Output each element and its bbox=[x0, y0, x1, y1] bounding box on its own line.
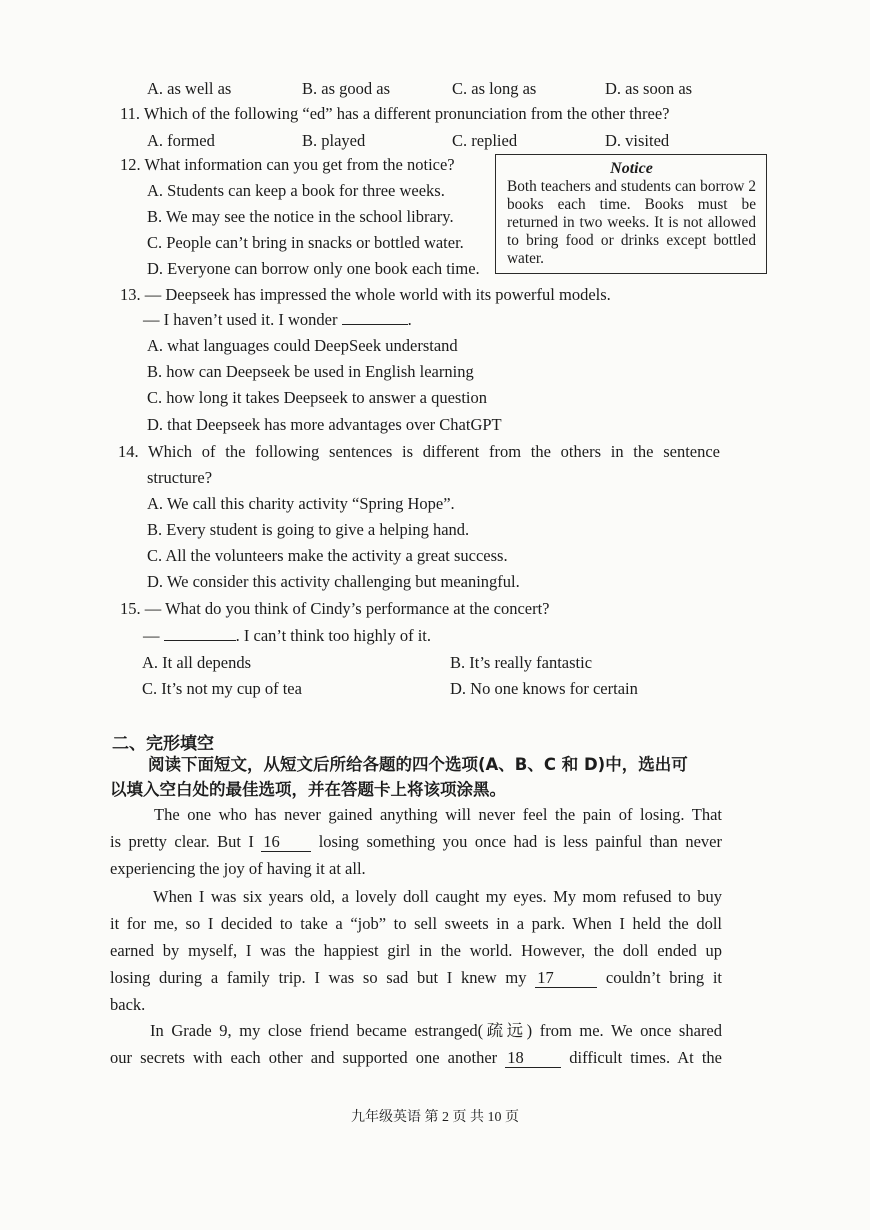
q14-option-b: B. Every student is going to give a helping hand. bbox=[147, 520, 470, 539]
passage-paragraph-3 bbox=[110, 1017, 722, 1071]
passage-line: experiencing the joy of having it at all. bbox=[110, 859, 366, 878]
q13-stem: 13. — Deepseek has impressed the whole world with its powerful models. bbox=[120, 285, 611, 304]
passage-line: The one who has never gained anything will never feel the pain of losing. That bbox=[154, 805, 722, 824]
q13-reply-end: . bbox=[407, 310, 412, 329]
q10-option-a: A. as well as bbox=[147, 79, 232, 98]
notice-body: Both teachers and students can borrow 2 books each time. Books must be returned in two weeks. It is not allowed to bring food or drinks except bottled water. bbox=[507, 178, 756, 267]
q14-option-d: D. We consider this activity challenging but meaningful. bbox=[147, 572, 520, 591]
q12-option-c: C. People can’t bring in snacks or bottled water. bbox=[147, 233, 464, 252]
passage-text: couldn’t bring it bbox=[605, 968, 722, 987]
q13-option-d: D. that Deepseek has more advantages over ChatGPT bbox=[147, 415, 502, 434]
passage-text: losing during a family trip. I was so sad but I knew my bbox=[110, 968, 527, 987]
passage-line bbox=[110, 828, 722, 855]
passage-line: When I was six years old, a lovely doll caught my eyes. My mom refused to buy bbox=[153, 887, 722, 906]
passage-line bbox=[110, 1044, 722, 1071]
q15-answer-blank bbox=[164, 640, 236, 641]
q12-option-a: A. Students can keep a book for three weeks. bbox=[147, 181, 445, 200]
passage-line: back. bbox=[110, 995, 146, 1014]
q15-option-a: A. It all depends bbox=[142, 653, 252, 672]
section-instruction-line1: 阅读下面短文，从短文后所给各题的四个选项(A、B、C 和 D)中，选出可 bbox=[148, 755, 688, 774]
q11-option-a: A. formed bbox=[147, 131, 215, 150]
q15-option-c: C. It’s not my cup of tea bbox=[142, 679, 302, 698]
passage-line: earned by myself, I was the happiest girl in the world. However, the doll ended up bbox=[110, 941, 722, 960]
q13-reply bbox=[143, 310, 412, 330]
passage-text: is pretty clear. But I bbox=[110, 832, 254, 851]
q15-stem: 15. — What do you think of Cindy’s performance at the concert? bbox=[120, 599, 550, 618]
notice-box bbox=[495, 154, 767, 274]
passage-text: losing something you once had is less painful than never bbox=[318, 832, 722, 851]
q10-option-b: B. as good as bbox=[302, 79, 390, 98]
q12-option-d: D. Everyone can borrow only one book each time. bbox=[147, 259, 480, 278]
passage-paragraph-1 bbox=[110, 801, 722, 882]
q11-option-d: D. visited bbox=[605, 131, 670, 150]
q14-option-c: C. All the volunteers make the activity a great success. bbox=[147, 546, 508, 565]
q11-option-c: C. replied bbox=[452, 131, 518, 150]
q12-option-b: B. We may see the notice in the school library. bbox=[147, 207, 454, 226]
cloze-blank-17: 17 bbox=[535, 969, 597, 988]
q13-reply-text: — I haven’t used it. I wonder bbox=[143, 310, 338, 329]
passage-line bbox=[110, 964, 722, 991]
q11-option-b: B. played bbox=[302, 131, 366, 150]
passage-text: difficult times. At the bbox=[569, 1048, 722, 1067]
q10-option-d: D. as soon as bbox=[605, 79, 693, 98]
q15-option-b: B. It’s really fantastic bbox=[450, 653, 593, 672]
passage-text: our secrets with each other and supported one another bbox=[110, 1048, 498, 1067]
q13-option-a: A. what languages could DeepSeek understand bbox=[147, 336, 458, 355]
notice-title: Notice bbox=[610, 160, 653, 177]
q14-option-a: A. We call this charity activity “Spring Hope”. bbox=[147, 494, 455, 513]
q12-stem: 12. What information can you get from the notice? bbox=[120, 155, 455, 174]
section-instruction-line2: 以填入空白处的最佳选项，并在答题卡上将该项涂黑。 bbox=[110, 780, 506, 799]
q13-option-c: C. how long it takes Deepseek to answer a question bbox=[147, 388, 488, 407]
q13-option-b: B. how can Deepseek be used in English learning bbox=[147, 362, 474, 381]
page-footer: 九年级英语 第 2 页 共 10 页 bbox=[351, 1110, 519, 1125]
passage-paragraph-2 bbox=[110, 883, 722, 1018]
cloze-blank-16: 16 bbox=[261, 833, 311, 852]
q14-stem: 14. Which of the following sentences is different from the others in the sentence bbox=[118, 442, 720, 461]
passage-line: In Grade 9, my close friend became estranged(疏远) from me. We once shared bbox=[150, 1021, 722, 1040]
passage-line: it for me, so I decided to take a “job” to sell sweets in a park. When I held the doll bbox=[110, 914, 722, 933]
q15-reply bbox=[143, 626, 431, 646]
q15-reply-text: . I can’t think too highly of it. bbox=[235, 626, 432, 645]
section-title: 二、完形填空 bbox=[112, 734, 214, 754]
q15-option-d: D. No one knows for certain bbox=[450, 679, 638, 698]
q13-answer-blank bbox=[342, 324, 408, 325]
q14-stem-cont: structure? bbox=[147, 468, 213, 487]
cloze-blank-18: 18 bbox=[505, 1049, 561, 1068]
q11-stem: 11. Which of the following “ed” has a different pronunciation from the other three? bbox=[120, 104, 670, 123]
q15-reply-dash: — bbox=[143, 626, 160, 645]
q10-option-c: C. as long as bbox=[452, 79, 537, 98]
